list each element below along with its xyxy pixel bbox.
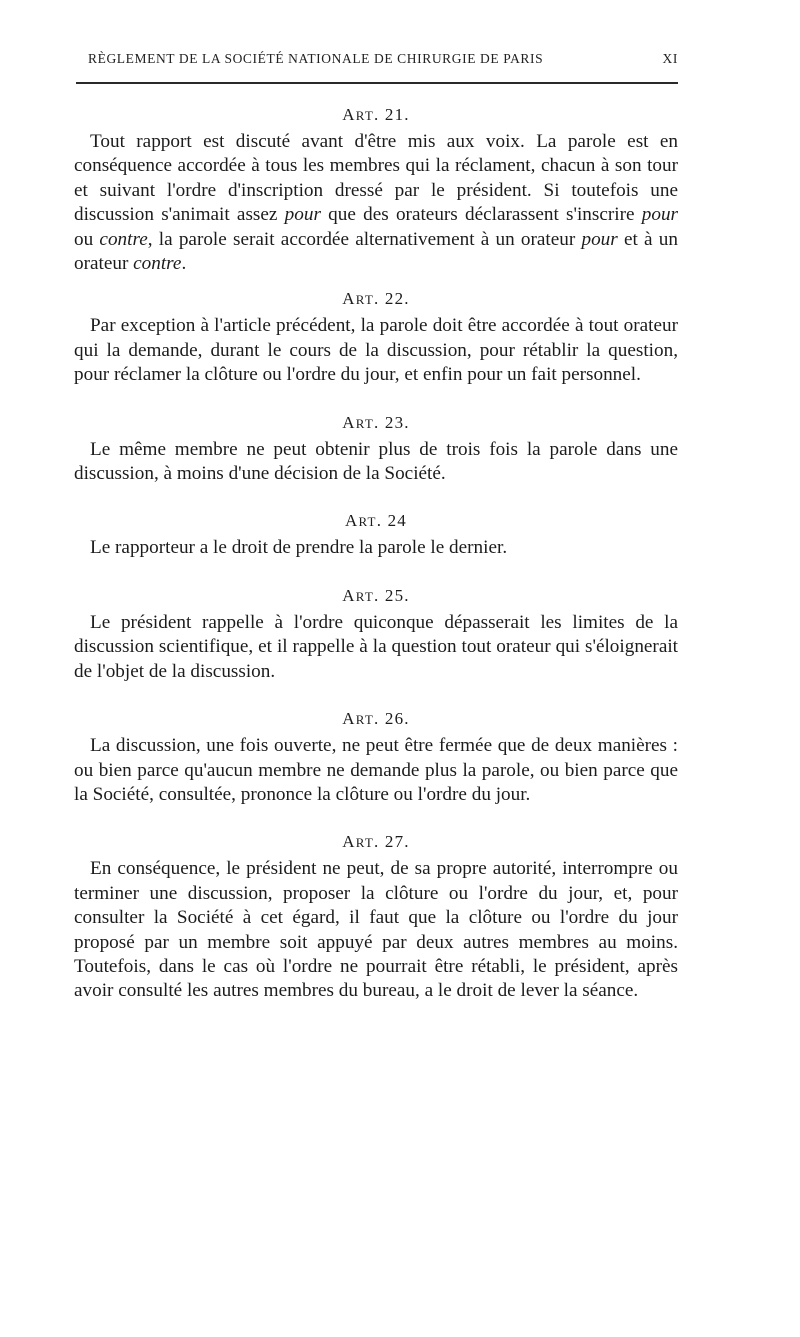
running-header: [74, 48, 678, 72]
article-heading: ART. 27.: [342, 832, 410, 852]
header-rule: [76, 82, 678, 84]
article-24: [74, 506, 678, 560]
article-paragraph: Le même membre ne peut obtenir plus de trois fois la parole dans une discussion, à moins d'une décision de la Société.: [74, 438, 678, 485]
article-27: [74, 827, 678, 1003]
article-25: [74, 581, 678, 684]
article-paragraph: Le président rappelle à l'ordre quiconque dépasserait les limites de la discussion scientifique, et il rappelle à la question tout orateur qui s'éloignerait de l'objet de la discussion.: [74, 611, 678, 682]
article-heading: ART. 23.: [342, 412, 410, 432]
article-22: [74, 284, 678, 387]
article-paragraph: Le rapporteur a le droit de prendre la parole le dernier.: [90, 537, 508, 559]
article-paragraph: En conséquence, le président ne peut, de sa propre autorité, interrompre ou terminer une discussion, proposer la clôture ou l'ordre du jour, et, pour consulter la Société à cet égard, il faut que la clôture ou l'ordre du jour proposé par un membre soit appuyé par deux autres membres au moins. Toutefois, dans le cas où l'ordre ne pourrait être rétabli, le président, après avoir consulté les autres membres du bureau, a le droit de lever la séance.: [74, 858, 678, 1002]
article-paragraph: La discussion, une fois ouverte, ne peut être fermée que de deux manières : ou bien parce qu'aucun membre ne demande plus la parole, ou bien parce que la Société, consultée, prononce la clôture ou l'ordre du jour.: [74, 735, 678, 805]
article-heading: ART. 22.: [342, 289, 410, 309]
article-heading: ART. 21.: [342, 105, 410, 124]
page-number: XI: [662, 51, 678, 66]
running-title: RÈGLEMENT DE LA SOCIÉTÉ NATIONALE DE CHIRURGIE DE PARIS: [88, 51, 544, 66]
article-heading: ART. 24: [344, 511, 408, 531]
article-paragraph: Par exception à l'article précédent, la parole doit être accordée à tout orateur qui la demande, durant le cours de la discussion, pour rétablir la question, pour réclamer la clôture ou l'ordre du jour, et enfin pour un fait personnel.: [74, 315, 678, 386]
article-26: [74, 704, 678, 807]
article-heading: ART. 25.: [342, 585, 410, 605]
article-paragraph: Tout rapport est discuté avant d'être mis aux voix. La parole est en conséquence accordée à tous les membres qui la réclament, chacun à son tour et suivant l'ordre d'inscription dressé par le président. Si toutefois une discussion s'animait assez pour que des orateurs déclarassent s'inscrire pour ou contre, la parole serait accordée alternativement à un orateur pour et à un orateur contre.: [74, 131, 678, 275]
article-heading: ART. 26.: [342, 709, 410, 729]
article-list: [74, 100, 678, 1004]
article-23: [74, 408, 678, 487]
article-21: [74, 100, 678, 276]
